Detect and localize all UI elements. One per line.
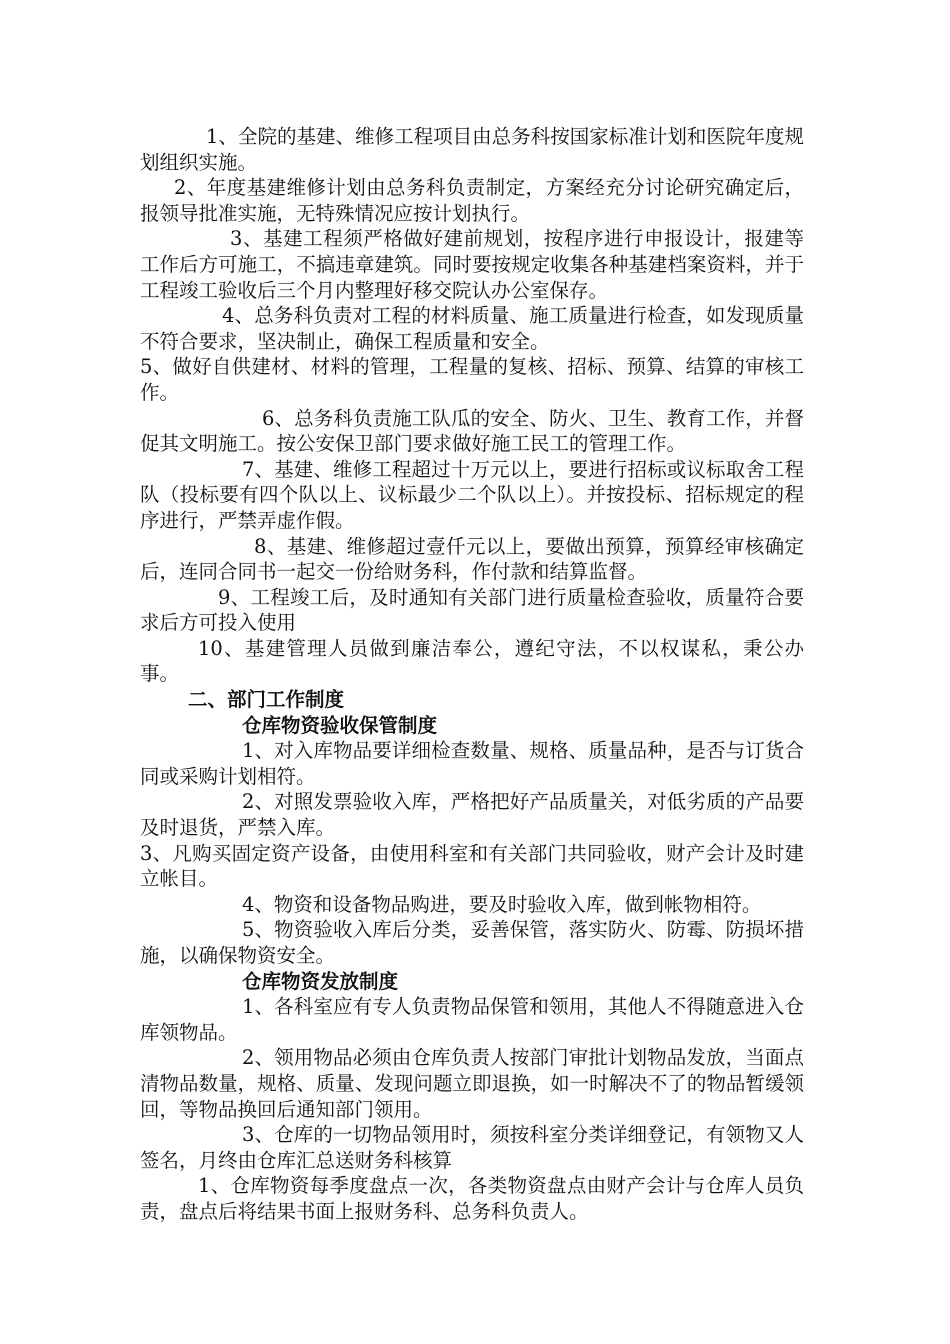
distribution-paragraph-4: 1、仓库物资每季度盘点一次，各类物资盘点由财产会计与仓库人员负责，盘点后将结果书面上报财务科、总务科负责人。: [140, 1174, 804, 1223]
paragraph-5: 5、做好自供建材、材料的管理，工程量的复核、招标、预算、结算的审核工作。: [140, 355, 804, 404]
paragraph-7: 7、基建、维修工程超过十万元以上，要进行招标或议标取舍工程队（投标要有四个队以上、议标最少二个队以上）。并按投标、招标规定的程序进行，严禁弄虚作假。: [140, 457, 804, 532]
subheading-distribution: 仓库物资发放制度: [242, 969, 399, 993]
section-heading: 二、部门工作制度: [188, 688, 345, 712]
acceptance-paragraph-5: 5、物资验收入库后分类，妥善保管，落实防火、防霉、防损坏措施，以确保物资安全。: [140, 918, 804, 967]
paragraph-9: 9、工程竣工后，及时通知有关部门进行质量检查验收，质量符合要求后方可投入使用: [140, 585, 804, 635]
paragraph-8: 8、基建、维修超过壹仟元以上，要做出预算，预算经审核确定后，连同合同书一起交一份给财务科，作付款和结算监督。: [140, 534, 804, 584]
paragraph-3: 3、基建工程须严格做好建前规划，按程序进行申报设计，报建等工作后方可施工，不搞违章建筑。同时要按规定收集各种基建档案资料，并于工程竣工验收后三个月内整理好移交院认办公室保存。: [140, 227, 804, 302]
paragraph-6: 6、总务科负责施工队瓜的安全、防火、卫生、教育工作，并督促其文明施工。按公安保卫部门要求做好施工民工的管理工作。: [140, 406, 804, 456]
distribution-paragraph-1: 1、各科室应有专人负责物品保管和领用，其他人不得随意进入仓库领物品。: [140, 995, 804, 1044]
subheading-acceptance: 仓库物资验收保管制度: [242, 713, 438, 737]
document-page: [140, 124, 804, 1225]
distribution-paragraph-2: 2、领用物品必须由仓库负责人按部门审批计划物品发放，当面点清物品数量，规格、质量、发现问题立即退换，如一时解决不了的物品暂缓领回，等物品换回后通知部门领用。: [140, 1046, 804, 1121]
paragraph-10: 10、基建管理人员做到廉洁奉公，遵纪守法，不以权谋私，秉公办事。: [140, 636, 804, 686]
acceptance-paragraph-3: 3、凡购买固定资产设备，由使用科室和有关部门共同验收，财产会计及时建立帐目。: [140, 841, 804, 891]
paragraph-4: 4、总务科负责对工程的材料质量、施工质量进行检查，如发现质量不符合要求，坚决制止，确保工程质量和安全。: [140, 304, 804, 353]
acceptance-paragraph-2: 2、对照发票验收入库，严格把好产品质量关，对低劣质的产品要及时退货，严禁入库。: [140, 790, 804, 840]
distribution-paragraph-3: 3、仓库的一切物品领用时，须按科室分类详细登记，有领物又人签名，月终由仓库汇总送财务科核算: [140, 1123, 804, 1172]
paragraph-1: 1、全院的基建、维修工程项目由总务科按国家标准计划和医院年度规划组织实施。: [140, 125, 804, 174]
paragraph-2: 2、年度基建维修计划由总务科负责制定，方案经充分讨论研究确定后，报领导批准实施，无特殊情况应按计划执行。: [140, 176, 804, 225]
acceptance-paragraph-1: 1、对入库物品要详细检查数量、规格、质量品种，是否与订货合同或采购计划相符。: [140, 739, 804, 788]
acceptance-paragraph-4: 4、物资和设备物品购进，要及时验收入库，做到帐物相符。: [242, 892, 762, 916]
